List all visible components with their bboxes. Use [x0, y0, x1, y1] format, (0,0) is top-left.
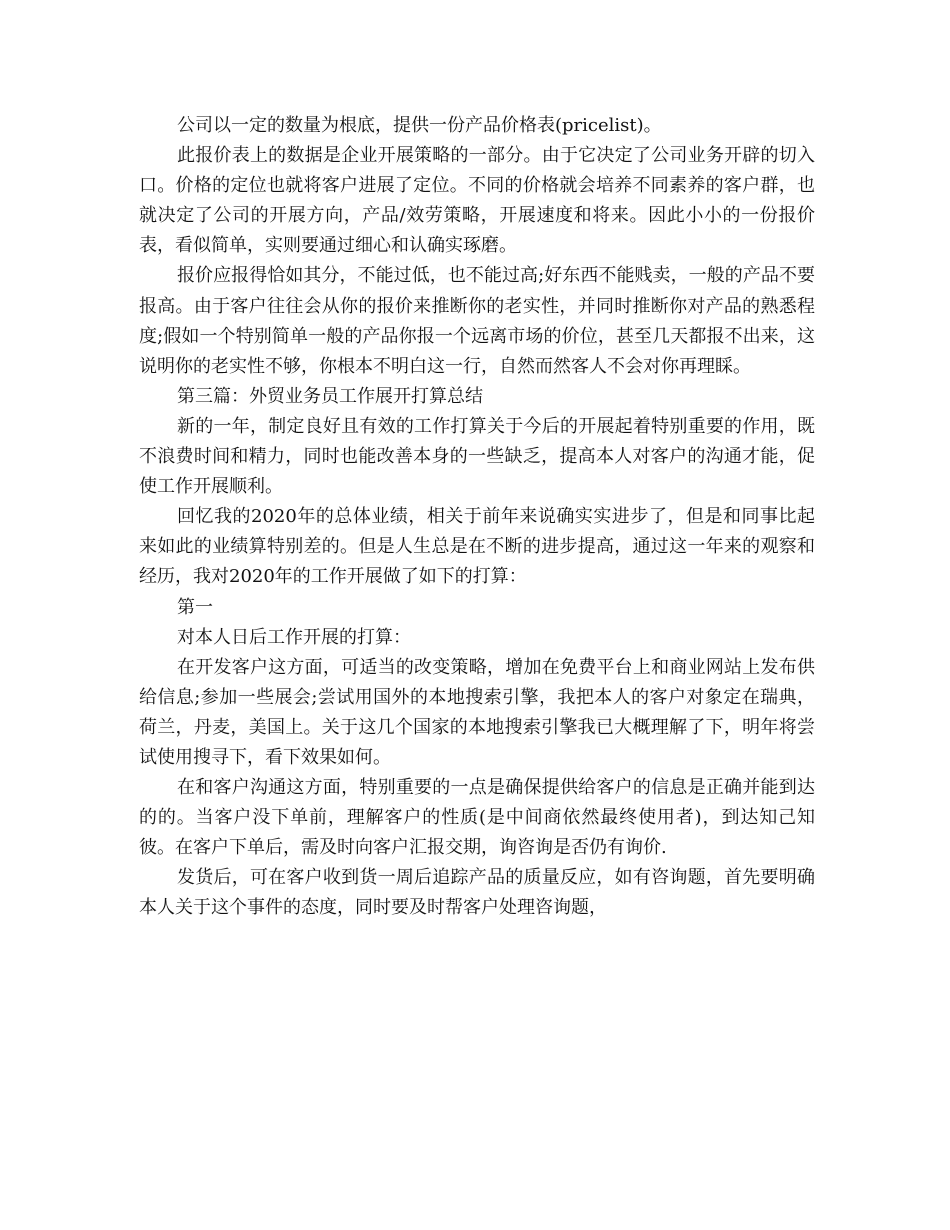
paragraph-performance-review: 回忆我的2020年的总体业绩，相关于前年来说确实实进步了，但是和同事比起来如此的业绩算特别差的。但是人生总是在不断的进步提高，通过这一年来的观察和经历，我对2020年的工作开展做了如下的打算：	[139, 506, 815, 588]
paragraph-personal-plan-title: 对本人日后工作开展的打算：	[177, 626, 411, 648]
paragraph-new-year-plan: 新的一年，制定良好且有效的工作打算关于今后的开展起着特别重要的作用，既不浪费时间和精力，同时也能改善本身的一些缺乏，提高本人对客户的沟通才能，促使工作开展顺利。	[139, 415, 815, 498]
document-page	[139, 111, 815, 924]
section-heading: 第三篇：外贸业务员工作展开打算总结	[177, 385, 483, 407]
paragraph-client-communication: 在和客户沟通这方面，特别重要的一点是确保提供给客户的信息是正确并能到达的的。当客户没下单前，理解客户的性质(是中间商依然最终使用者)，到达知己知彼。在客户下单后，需及时向客户汇报交期，询咨询是否仍有询价.	[139, 777, 815, 859]
list-heading-first: 第一	[177, 596, 213, 618]
paragraph-quote-advice: 报价应报得恰如其分，不能过低，也不能过高;好东西不能贱卖，一般的产品不要报高。由于客户往往会从你的报价来推断你的老实性，并同时推断你对产品的熟悉程度;假如一个特别简单一般的产品你报一个远离市场的价位，甚至几天都报不出来，这说明你的老实性不够，你根本不明白这一行，自然而然客人不会对你再理睬。	[139, 265, 815, 377]
paragraph-after-shipment: 发货后，可在客户收到货一周后追踪产品的质量反应，如有咨询题，首先要明确本人关于这个事件的态度，同时要及时帮客户处理咨询题，	[139, 867, 815, 919]
paragraph-client-development: 在开发客户这方面，可适当的改变策略，增加在免费平台上和商业网站上发布供给信息;参加一些展会;尝试用国外的本地搜索引擎，我把本人的客户对象定在瑞典，荷兰，丹麦，美国上。关于这几个国家的本地搜索引擎我已大概理解了下，明年将尝试使用搜寻下，看下效果如何。	[139, 656, 815, 768]
paragraph-pricelist-strategy: 此报价表上的数据是企业开展策略的一部分。由于它决定了公司业务开辟的切入口。价格的定位也就将客户进展了定位。不同的价格就会培养不同素养的客户群，也就决定了公司的开展方向，产品/效劳策略，开展速度和将来。因此小小的一份报价表，看似简单，实则要通过细心和认确实琢磨。	[139, 145, 815, 257]
paragraph-pricelist-intro: 公司以一定的数量为根底，提供一份产品价格表(pricelist)。	[177, 115, 662, 136]
